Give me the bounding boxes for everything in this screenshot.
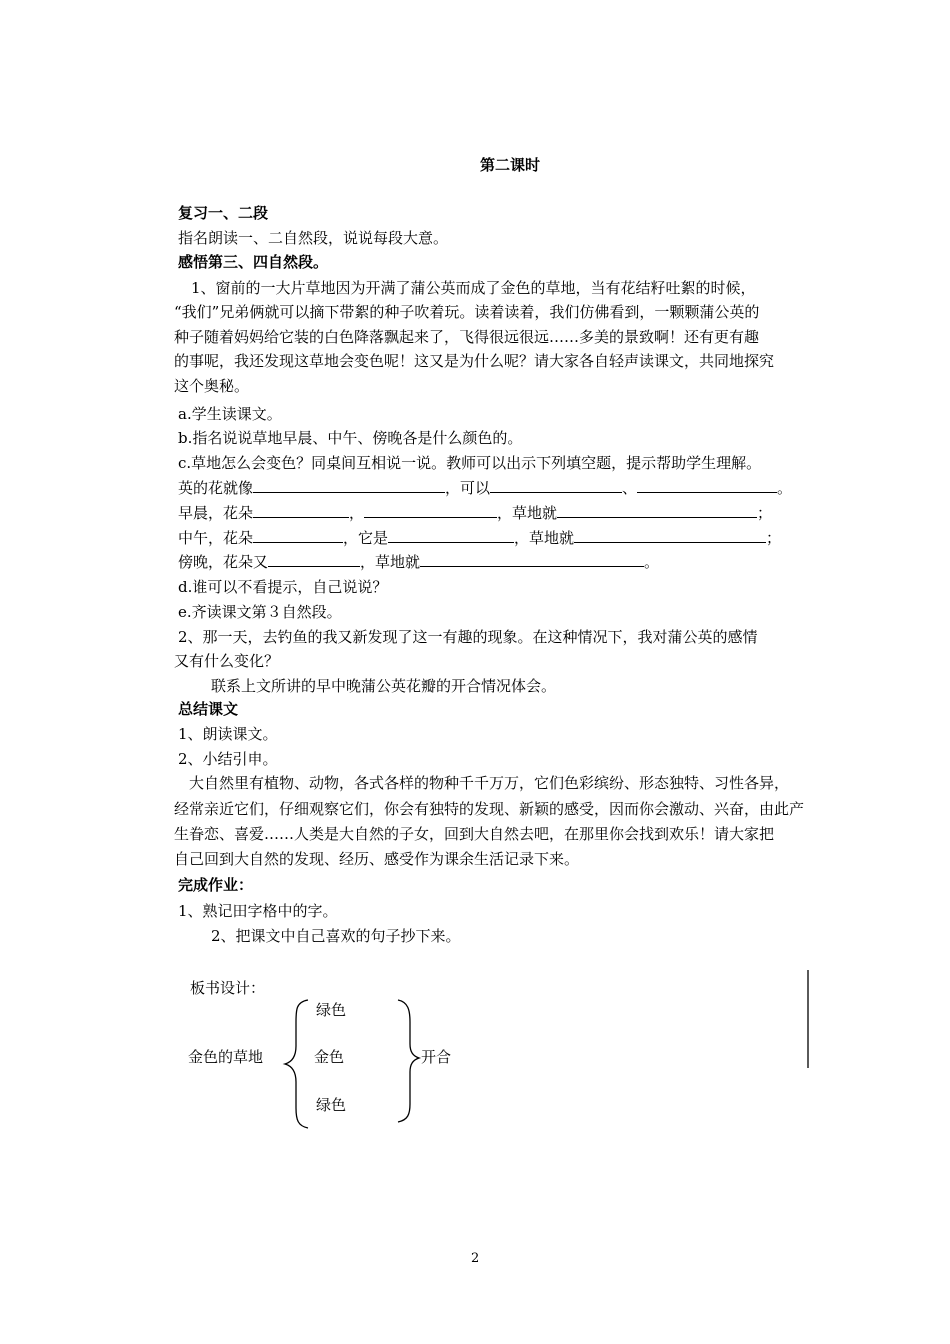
section-heading-homework: 完成作业： (178, 876, 254, 894)
para1-line-1: 1、窗前的一大片草地因为开满了蒲公英而成了金色的草地，当有花结籽吐絮的时候， (191, 279, 756, 297)
fill1-text-1: 英的花就像 (178, 479, 254, 497)
fill2-text-2: ， (349, 504, 365, 522)
section-heading-review: 复习一、二段 (178, 204, 269, 222)
board-item-3: 绿色 (316, 1096, 347, 1114)
review-line: 指名朗读一、二自然段，说说每段大意。 (178, 229, 449, 247)
item-b: b.指名说说草地早晨、中午、傍晚各是什么颜色的。 (178, 429, 523, 447)
section-heading-understand: 感悟第三、四自然段。 (178, 253, 329, 271)
homework-item-1: 1、熟记田字格中的字。 (178, 902, 338, 920)
fill3-text-3: ，草地就 (514, 529, 575, 547)
para2-line-1: 2、那一天，去钓鱼的我又新发现了这一有趣的现象。在这种情况下，我对蒲公英的感情 (178, 628, 758, 646)
fill4-text-1: 傍晚，花朵又 (178, 553, 269, 571)
page-number: 2 (471, 1251, 480, 1266)
fill1-text-4: 。 (777, 479, 793, 497)
board-item-1: 绿色 (316, 1001, 347, 1019)
para1-line-2: “我们”兄弟俩就可以摘下带絮的种子吹着玩。读着读着，我们仿佛看到，一颗颗蒲公英的 (174, 303, 760, 321)
summary-para-line-4: 自己回到大自然的发现、经历、感受作为课余生活记录下来。 (174, 850, 580, 868)
para1-line-5: 这个奥秘。 (174, 377, 250, 395)
summary-para-line-3: 生眷恋、喜爱……人类是大自然的子女，回到大自然去吧，在那里你会找到欢乐！请大家把 (174, 825, 775, 843)
summary-item-2: 2、小结引申。 (178, 750, 278, 768)
page-title: 第二课时 (480, 156, 541, 174)
fill4-text-3: 。 (644, 553, 660, 571)
board-main: 金色的草地 (188, 1048, 264, 1066)
right-brace (398, 1000, 419, 1122)
left-brace (285, 1000, 308, 1128)
fill1-text-2: ，可以 (445, 479, 491, 497)
fill3-text-2: ，它是 (343, 529, 389, 547)
summary-para-line-1: 大自然里有植物、动物，各式各样的物种千千万万，它们色彩缤纷、形态独特、习性各异， (189, 774, 790, 792)
item-d: d.谁可以不看提示，自己说说？ (178, 578, 388, 596)
para2-note: 联系上文所讲的早中晚蒲公英花瓣的开合情况体会。 (211, 677, 557, 695)
fill4-text-2: ，草地就 (360, 553, 421, 571)
para1-line-3: 种子随着妈妈给它装的白色降落飘起来了，飞得很远很远……多美的景致啊！还有更有趣 (174, 328, 760, 346)
board-item-2: 金色 (314, 1048, 345, 1066)
para1-line-4: 的事呢，我还发现这草地会变色呢！这又是为什么呢？请大家各自轻声读课文，共同地探究 (174, 352, 775, 370)
board-label: 板书设计： (190, 979, 266, 997)
item-a: a.学生读课文。 (178, 405, 282, 423)
item-c: c.草地怎么会变色？同桌间互相说一说。教师可以出示下列填空题，提示帮助学生理解。 (178, 454, 762, 472)
summary-item-1: 1、朗读课文。 (178, 725, 278, 743)
fill1-text-3: 、 (622, 479, 638, 497)
fill2-text-3: ，草地就 (497, 504, 558, 522)
fill3-text-4: ； (766, 529, 782, 547)
section-heading-summary: 总结课文 (178, 700, 239, 718)
fill2-text-4: ； (757, 504, 773, 522)
fill2-text-1: 早晨，花朵 (178, 504, 254, 522)
para2-line-2: 又有什么变化？ (174, 652, 280, 670)
homework-item-2: 2、把课文中自己喜欢的句子抄下来。 (211, 927, 461, 945)
fill3-text-1: 中午，花朵 (178, 529, 254, 547)
summary-para-line-2: 经常亲近它们，仔细观察它们，你会有独特的发现、新颖的感受，因而你会激动、兴奋，由此产 (174, 800, 805, 818)
board-right: 开合 (421, 1048, 452, 1066)
item-e: e.齐读课文第３自然段。 (178, 603, 342, 621)
